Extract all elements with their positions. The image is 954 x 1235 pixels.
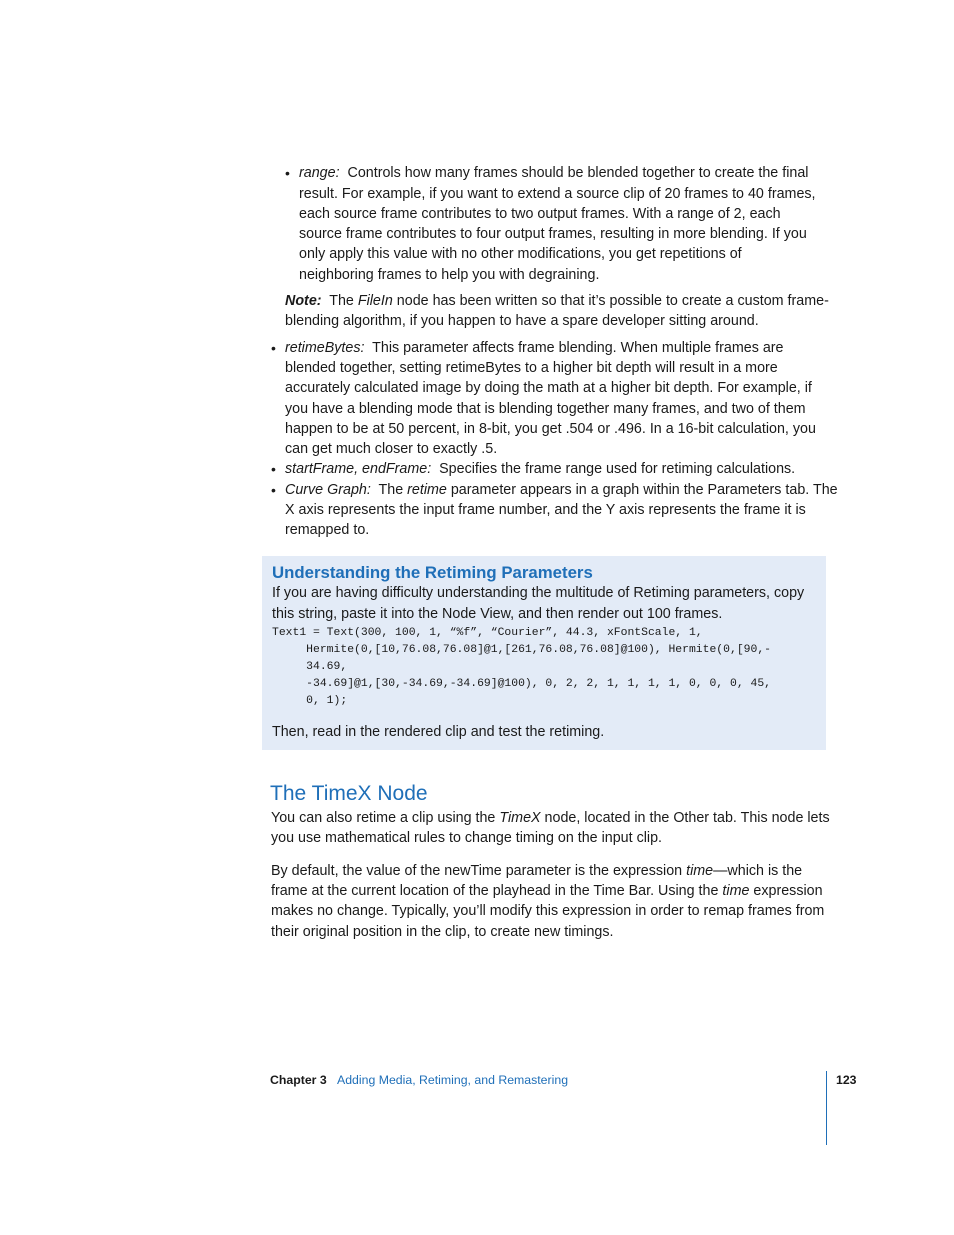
footer-chapter: Chapter 3 bbox=[270, 1073, 327, 1087]
section-p2-line: frame at the current location of the playhead in the Time Bar. Using the time expression bbox=[271, 883, 823, 899]
sidebar-outro: Then, read in the rendered clip and test the retiming. bbox=[272, 724, 605, 740]
bullet-marker: • bbox=[285, 165, 290, 181]
code-line: Text1 = Text(300, 100, 1, “%f”, “Courier”, 44.3, xFontScale, 1, bbox=[272, 627, 703, 639]
section-p2-line: their original position in the clip, to create new timings. bbox=[271, 924, 614, 940]
sidebar-intro-line: this string, paste it into the Node View, and then render out 100 frames. bbox=[272, 606, 723, 622]
bullet-range-line: range: Controls how many frames should be blended together to create the final bbox=[299, 165, 809, 181]
footer-chapter-title: Adding Media, Retiming, and Remastering bbox=[337, 1073, 569, 1087]
code-line: 0, 1); bbox=[272, 695, 348, 707]
bullet-curve-line: X axis represents the input frame number, and the Y axis represents the frame it is bbox=[285, 502, 806, 518]
bullet-curve-line: remapped to. bbox=[285, 522, 370, 538]
section-p1-line: you use mathematical rules to change timing on the input clip. bbox=[271, 830, 663, 846]
code-line: 34.69, bbox=[272, 661, 348, 673]
section-p1-line: You can also retime a clip using the TimeX node, located in the Other tab. This node lets bbox=[271, 810, 830, 826]
page-number: 123 bbox=[836, 1073, 857, 1087]
bullet-range-line: source frame contributes to four output frames, resulting in more blending. If you bbox=[299, 226, 807, 242]
bullet-retimebytes-line: retimeBytes: This parameter affects frame blending. When multiple frames are bbox=[285, 340, 784, 356]
note-line: blending algorithm, if you happen to have a spare developer sitting around. bbox=[285, 313, 759, 329]
bullet-range-line: result. For example, if you want to extend a source clip of 20 frames to 40 frames, bbox=[299, 186, 816, 202]
term-range: range: bbox=[299, 165, 340, 181]
bullet-marker: • bbox=[271, 340, 276, 356]
bullet-retimebytes-line: accurately calculated image by doing the math at a higher bit depth. For example, if bbox=[285, 380, 812, 396]
section-p2-line: makes no change. Typically, you’ll modify this expression in order to remap frames from bbox=[271, 903, 825, 919]
sidebar-intro-line: If you are having difficulty understanding the multitude of Retiming parameters, copy bbox=[272, 585, 805, 601]
bullet-marker: • bbox=[271, 461, 276, 477]
bullet-retimebytes-line: can get much closer to exactly .5. bbox=[285, 441, 498, 457]
bullet-startframe-line: startFrame, endFrame: Specifies the frame range used for retiming calculations. bbox=[285, 461, 796, 477]
bullet-retimebytes-line: you have a blending mode that is blending together many frames, and two of them bbox=[285, 401, 806, 417]
bullet-curve-line: Curve Graph: The retime parameter appears in a graph within the Parameters tab. The bbox=[285, 482, 838, 498]
bullet-marker: • bbox=[271, 482, 276, 498]
footer-divider bbox=[826, 1071, 827, 1145]
code-line: -34.69]@1,[30,-34.69,-34.69]@100), 0, 2, 2, 1, 1, 1, 1, 0, 0, 0, 45, bbox=[272, 678, 771, 690]
bullet-retimebytes-line: happen to be at 50 percent, in 8-bit, you get .504 or .496. In a 16-bit calculation, you bbox=[285, 421, 816, 437]
note-label: Note: bbox=[285, 293, 322, 309]
sidebar-title: Understanding the Retiming Parameters bbox=[272, 563, 593, 582]
section-title: The TimeX Node bbox=[270, 782, 428, 805]
note-line: Note: The FileIn node has been written so that it’s possible to create a custom frame- bbox=[285, 293, 829, 309]
bullet-retimebytes-line: blended together, setting retimeBytes to a higher bit depth will result in a more bbox=[285, 360, 778, 376]
section-p2-line: By default, the value of the newTime parameter is the expression time—which is the bbox=[271, 863, 803, 879]
code-line: Hermite(0,[10,76.08,76.08]@1,[261,76.08,76.08]@100), Hermite(0,[90,- bbox=[272, 644, 771, 656]
bullet-range-line: neighboring frames to help you with degraining. bbox=[299, 267, 600, 283]
bullet-range-line: only apply this value with no other modifications, you get repetitions of bbox=[299, 246, 742, 262]
bullet-range-line: each source frame contributes to two output frames. With a range of 2, each bbox=[299, 206, 781, 222]
